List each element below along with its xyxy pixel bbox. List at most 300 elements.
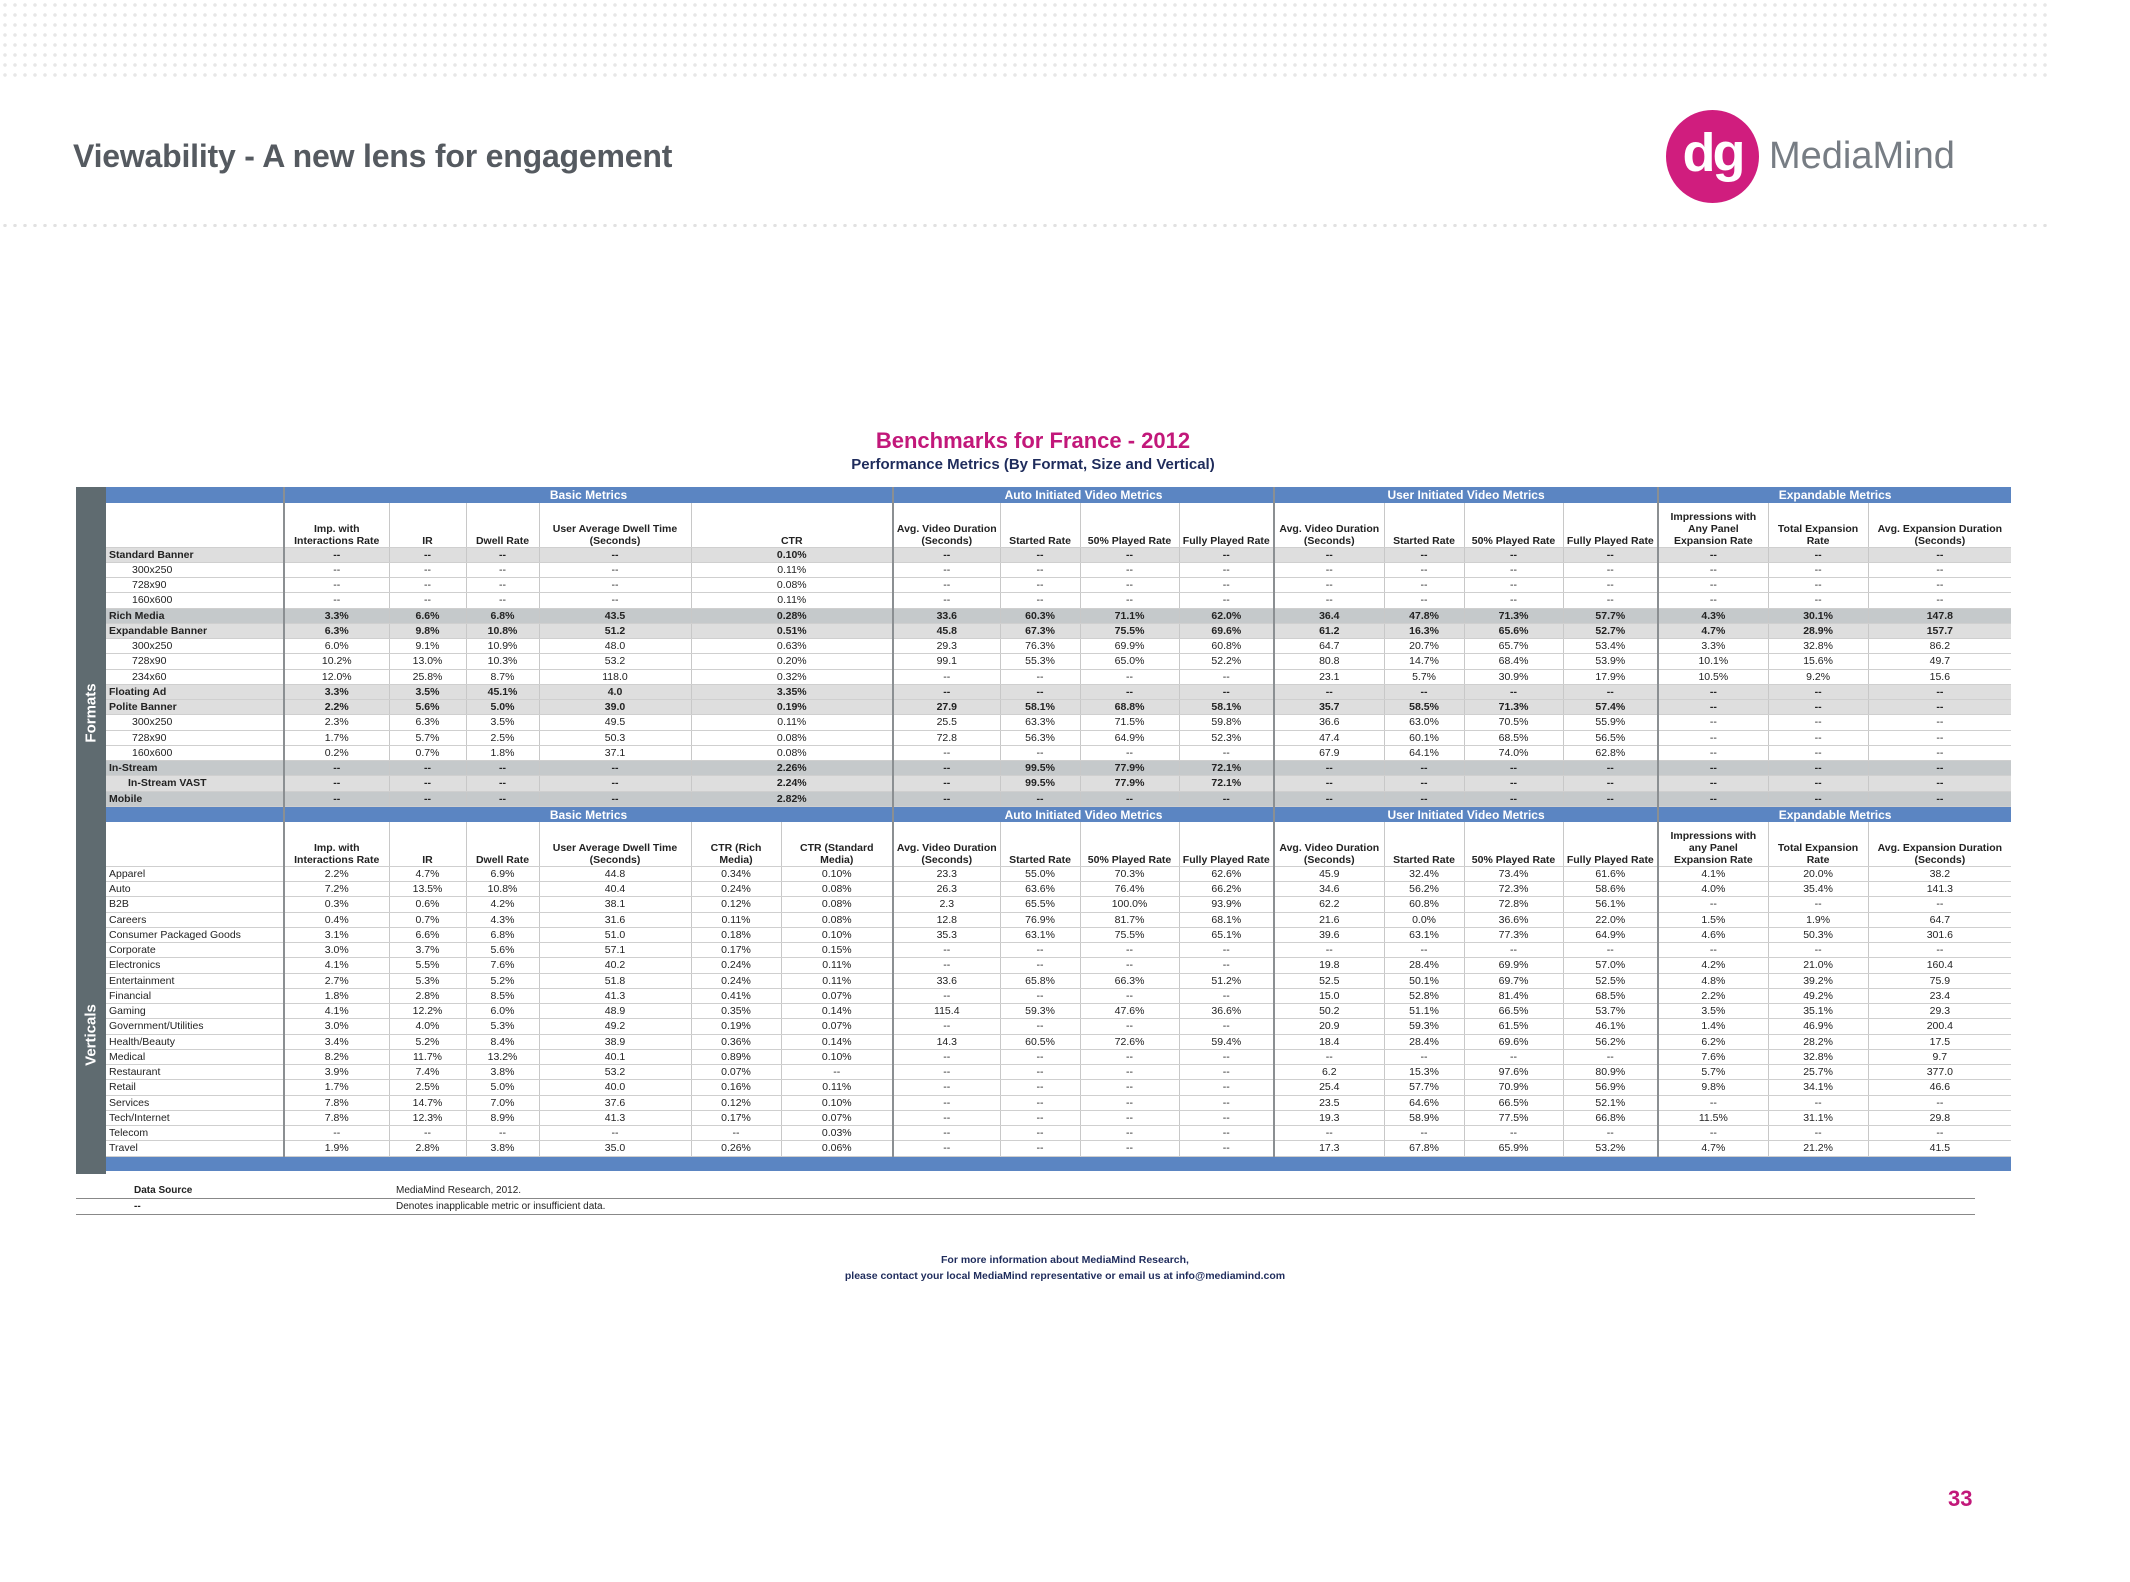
row-label: B2B xyxy=(106,897,284,912)
row-label: Services xyxy=(106,1095,284,1110)
table-cell: 60.5% xyxy=(1000,1034,1080,1049)
data-source-notes xyxy=(76,1183,1975,1215)
table-cell: 6.6% xyxy=(389,927,466,942)
column-header: Impressions with any Panel Expansion Rate xyxy=(1658,822,1768,866)
table-cell: -- xyxy=(1563,761,1658,776)
header-divider xyxy=(0,224,2048,227)
table-cell: 10.8% xyxy=(466,623,539,638)
table-cell: 0.08% xyxy=(781,912,893,927)
table-cell: 66.2% xyxy=(1179,882,1274,897)
table-cell: 35.3 xyxy=(893,927,1000,942)
table-cell: 59.8% xyxy=(1179,715,1274,730)
table-row xyxy=(106,669,2011,684)
table-cell: -- xyxy=(1179,1095,1274,1110)
table-cell: -- xyxy=(1080,1126,1179,1141)
table-cell: -- xyxy=(1274,1049,1384,1064)
table-cell: 0.17% xyxy=(691,1110,781,1125)
table-cell: 0.16% xyxy=(691,1080,781,1095)
table-row xyxy=(106,958,2011,973)
table-cell: 60.8% xyxy=(1384,897,1464,912)
table-cell: 3.0% xyxy=(284,943,389,958)
table-cell: -- xyxy=(1658,562,1768,577)
row-label: 300x250 xyxy=(106,715,284,730)
table-cell: -- xyxy=(1768,562,1868,577)
column-header: 50% Played Rate xyxy=(1464,503,1563,547)
table-cell: 0.17% xyxy=(691,943,781,958)
table-cell: 65.6% xyxy=(1464,623,1563,638)
table-cell: 0.20% xyxy=(691,654,893,669)
table-cell: -- xyxy=(1768,791,1868,806)
table-cell: 29.3 xyxy=(1868,1004,2011,1019)
table-cell: 62.0% xyxy=(1179,608,1274,623)
table-cell: 63.1% xyxy=(1000,927,1080,942)
table-cell: 39.6 xyxy=(1274,927,1384,942)
table-cell: 64.1% xyxy=(1384,745,1464,760)
table-cell: -- xyxy=(893,745,1000,760)
table-cell: -- xyxy=(1179,1126,1274,1141)
table-cell: 30.9% xyxy=(1464,669,1563,684)
data-source-value: MediaMind Research, 2012. xyxy=(396,1185,522,1196)
row-label: 728x90 xyxy=(106,654,284,669)
table-cell: -- xyxy=(1080,1095,1179,1110)
table-cell: 65.9% xyxy=(1464,1141,1563,1156)
table-cell: -- xyxy=(893,593,1000,608)
table-cell: 28.4% xyxy=(1384,958,1464,973)
table-cell: 53.2% xyxy=(1563,1141,1658,1156)
table-cell: 377.0 xyxy=(1868,1065,2011,1080)
table-cell: 0.10% xyxy=(781,1049,893,1064)
table-cell: 28.9% xyxy=(1768,623,1868,638)
column-header: Imp. with Interactions Rate xyxy=(284,503,389,547)
table-cell: -- xyxy=(1563,943,1658,958)
table-cell: 77.9% xyxy=(1080,761,1179,776)
table-row xyxy=(106,745,2011,760)
table-cell: 36.4 xyxy=(1274,608,1384,623)
table-row xyxy=(106,882,2011,897)
table-cell: 69.6% xyxy=(1179,623,1274,638)
table-cell: 26.3 xyxy=(893,882,1000,897)
column-header: Started Rate xyxy=(1000,503,1080,547)
table-cell: -- xyxy=(1868,684,2011,699)
table-cell: -- xyxy=(1464,562,1563,577)
page-number: 33 xyxy=(1948,1486,1973,1511)
table-cell: 0.06% xyxy=(781,1141,893,1156)
table-cell: 20.0% xyxy=(1768,866,1868,881)
table-cell: 53.7% xyxy=(1563,1004,1658,1019)
group-user-video: User Initiated Video Metrics xyxy=(1274,806,1658,822)
table-cell: 40.2 xyxy=(539,958,691,973)
side-label-verticals: Verticals xyxy=(82,1004,100,1066)
row-label: Polite Banner xyxy=(106,700,284,715)
table-cell: -- xyxy=(1464,791,1563,806)
table-cell: 3.3% xyxy=(284,684,389,699)
table-cell: 13.2% xyxy=(466,1049,539,1064)
table-cell: 63.3% xyxy=(1000,715,1080,730)
table-cell: -- xyxy=(893,578,1000,593)
table-cell: 0.11% xyxy=(691,912,781,927)
table-cell: 0.07% xyxy=(691,1065,781,1080)
table-cell: 63.1% xyxy=(1384,927,1464,942)
metrics-table xyxy=(106,487,2011,1171)
table-cell: 5.7% xyxy=(1658,1065,1768,1080)
table-cell: 0.2% xyxy=(284,745,389,760)
table-cell: 32.8% xyxy=(1768,1049,1868,1064)
table-cell: 53.2 xyxy=(539,654,691,669)
benchmark-table xyxy=(76,487,2003,1174)
table-cell: -- xyxy=(893,1110,1000,1125)
table-cell: -- xyxy=(1868,1126,2011,1141)
table-cell: -- xyxy=(1080,791,1179,806)
table-cell: 0.12% xyxy=(691,1095,781,1110)
group-header-blank xyxy=(106,487,284,503)
column-header: CTR xyxy=(691,503,893,547)
table-cell: -- xyxy=(1179,943,1274,958)
column-header: Fully Played Rate xyxy=(1179,503,1274,547)
table-cell: 10.9% xyxy=(466,639,539,654)
data-source-key: Data Source xyxy=(134,1185,193,1196)
table-cell: -- xyxy=(1080,745,1179,760)
table-cell: -- xyxy=(1768,1126,1868,1141)
table-cell: -- xyxy=(893,1019,1000,1034)
table-cell: 4.7% xyxy=(389,866,466,881)
contact-line-2: please contact your local MediaMind representative or email us at info@mediamind.com xyxy=(844,1270,1286,1282)
table-cell: -- xyxy=(1464,547,1563,562)
table-cell: 0.12% xyxy=(691,897,781,912)
table-cell: 50.1% xyxy=(1384,973,1464,988)
table-cell: 70.3% xyxy=(1080,866,1179,881)
table-cell: 57.4% xyxy=(1563,700,1658,715)
table-cell: -- xyxy=(1179,988,1274,1003)
table-cell: 2.8% xyxy=(389,1141,466,1156)
row-label: Corporate xyxy=(106,943,284,958)
table-cell: -- xyxy=(1080,1110,1179,1125)
mediamind-logo xyxy=(1666,110,1955,203)
table-cell: 48.0 xyxy=(539,639,691,654)
table-cell: 23.5 xyxy=(1274,1095,1384,1110)
table-cell: 59.3% xyxy=(1384,1019,1464,1034)
table-cell: 23.1 xyxy=(1274,669,1384,684)
table-cell: -- xyxy=(1080,684,1179,699)
group-auto-video: Auto Initiated Video Metrics xyxy=(893,806,1274,822)
table-cell: 3.5% xyxy=(466,715,539,730)
table-cell: 8.7% xyxy=(466,669,539,684)
data-source-row xyxy=(76,1183,1975,1199)
table-cell: 4.0 xyxy=(539,684,691,699)
table-footer-band xyxy=(106,1156,2011,1171)
table-cell: 9.7 xyxy=(1868,1049,2011,1064)
table-cell: -- xyxy=(893,547,1000,562)
table-cell: 0.3% xyxy=(284,897,389,912)
table-cell: 64.7 xyxy=(1868,912,2011,927)
table-cell: 68.5% xyxy=(1464,730,1563,745)
table-cell: 72.1% xyxy=(1179,761,1274,776)
table-cell: -- xyxy=(893,1080,1000,1095)
table-cell: -- xyxy=(1658,1095,1768,1110)
table-cell: 56.2% xyxy=(1384,882,1464,897)
table-cell: 29.8 xyxy=(1868,1110,2011,1125)
table-cell: 0.24% xyxy=(691,882,781,897)
table-cell: 0.26% xyxy=(691,1141,781,1156)
table-row xyxy=(106,1095,2011,1110)
table-cell: 76.9% xyxy=(1000,912,1080,927)
table-cell: 12.2% xyxy=(389,1004,466,1019)
table-cell: -- xyxy=(284,547,389,562)
table-cell: 55.3% xyxy=(1000,654,1080,669)
table-cell: -- xyxy=(466,578,539,593)
table-cell: 63.0% xyxy=(1384,715,1464,730)
column-header-blank xyxy=(106,503,284,547)
table-cell: 81.4% xyxy=(1464,988,1563,1003)
table-cell: -- xyxy=(1274,578,1384,593)
column-header: Avg. Expansion Duration (Seconds) xyxy=(1868,822,2011,866)
table-cell: -- xyxy=(1274,776,1384,791)
row-label: Health/Beauty xyxy=(106,1034,284,1049)
table-cell: -- xyxy=(1384,562,1464,577)
table-row xyxy=(106,1126,2011,1141)
row-label: Telecom xyxy=(106,1126,284,1141)
table-cell: 80.9% xyxy=(1563,1065,1658,1080)
table-cell: 0.11% xyxy=(781,1080,893,1095)
table-cell: 99.1 xyxy=(893,654,1000,669)
table-cell: 301.6 xyxy=(1868,927,2011,942)
row-label: Mobile xyxy=(106,791,284,806)
table-cell: 57.0% xyxy=(1563,958,1658,973)
table-cell: 7.4% xyxy=(389,1065,466,1080)
table-row xyxy=(106,730,2011,745)
table-cell: -- xyxy=(389,578,466,593)
table-cell: -- xyxy=(1080,1080,1179,1095)
table-cell: -- xyxy=(1658,943,1768,958)
table-cell: 5.0% xyxy=(466,700,539,715)
table-cell: 52.5% xyxy=(1563,973,1658,988)
table-cell: 4.6% xyxy=(1658,927,1768,942)
table-cell: 65.5% xyxy=(1000,897,1080,912)
table-cell: 100.0% xyxy=(1080,897,1179,912)
table-cell: -- xyxy=(1384,578,1464,593)
table-cell: 9.8% xyxy=(389,623,466,638)
table-cell: 20.7% xyxy=(1384,639,1464,654)
table-cell: 51.8 xyxy=(539,973,691,988)
verticals-column-header-row xyxy=(106,822,2011,866)
table-cell: -- xyxy=(1868,791,2011,806)
table-cell: 33.6 xyxy=(893,973,1000,988)
table-cell: -- xyxy=(539,578,691,593)
table-cell: 46.6 xyxy=(1868,1080,2011,1095)
table-cell: 17.9% xyxy=(1563,669,1658,684)
table-cell: -- xyxy=(1080,988,1179,1003)
table-cell: 3.5% xyxy=(1658,1004,1768,1019)
table-cell: -- xyxy=(1563,791,1658,806)
table-row xyxy=(106,1141,2011,1156)
table-cell: 68.1% xyxy=(1179,912,1274,927)
column-header: User Average Dwell Time (Seconds) xyxy=(539,822,691,866)
row-label: Retail xyxy=(106,1080,284,1095)
column-header: Dwell Rate xyxy=(466,822,539,866)
table-cell: 0.11% xyxy=(781,973,893,988)
table-cell: -- xyxy=(1179,958,1274,973)
table-cell: -- xyxy=(1384,943,1464,958)
table-cell: -- xyxy=(1179,684,1274,699)
table-cell: 61.6% xyxy=(1563,866,1658,881)
table-cell: 5.2% xyxy=(466,973,539,988)
table-cell: 56.9% xyxy=(1563,1080,1658,1095)
table-cell: -- xyxy=(893,562,1000,577)
table-cell: -- xyxy=(539,547,691,562)
group-basic-metrics: Basic Metrics xyxy=(284,487,893,503)
table-cell: -- xyxy=(1080,593,1179,608)
row-label: 728x90 xyxy=(106,730,284,745)
table-cell: -- xyxy=(1563,684,1658,699)
table-cell: 10.2% xyxy=(284,654,389,669)
table-cell: 71.3% xyxy=(1464,700,1563,715)
table-cell: 2.5% xyxy=(466,730,539,745)
table-cell: -- xyxy=(1179,593,1274,608)
table-cell: -- xyxy=(466,1126,539,1141)
table-cell: 66.3% xyxy=(1080,973,1179,988)
table-cell: -- xyxy=(1768,776,1868,791)
table-cell: 5.0% xyxy=(466,1080,539,1095)
table-cell: 4.2% xyxy=(466,897,539,912)
table-cell: -- xyxy=(1563,562,1658,577)
table-cell: 80.8 xyxy=(1274,654,1384,669)
table-cell: 62.6% xyxy=(1179,866,1274,881)
table-cell: -- xyxy=(893,1049,1000,1064)
table-cell: 75.5% xyxy=(1080,927,1179,942)
table-cell: 52.8% xyxy=(1384,988,1464,1003)
column-header: Fully Played Rate xyxy=(1563,503,1658,547)
table-cell: 2.5% xyxy=(389,1080,466,1095)
table-cell: 0.32% xyxy=(691,669,893,684)
table-cell: 74.0% xyxy=(1464,745,1563,760)
table-cell: -- xyxy=(1868,700,2011,715)
table-cell: 0.03% xyxy=(781,1126,893,1141)
column-header: Impressions with Any Panel Expansion Rate xyxy=(1658,503,1768,547)
table-cell: 4.2% xyxy=(1658,958,1768,973)
table-cell: -- xyxy=(1768,897,1868,912)
table-cell: 52.7% xyxy=(1563,623,1658,638)
table-cell: 157.7 xyxy=(1868,623,2011,638)
table-cell: 41.3 xyxy=(539,1110,691,1125)
table-cell: 52.5 xyxy=(1274,973,1384,988)
table-row xyxy=(106,608,2011,623)
table-cell: -- xyxy=(1274,791,1384,806)
table-row xyxy=(106,623,2011,638)
table-cell: 40.1 xyxy=(539,1049,691,1064)
table-cell: 64.9% xyxy=(1080,730,1179,745)
table-cell: 0.11% xyxy=(781,958,893,973)
table-cell: -- xyxy=(1179,1019,1274,1034)
table-cell: -- xyxy=(1080,1049,1179,1064)
table-cell: 62.8% xyxy=(1563,745,1658,760)
group-auto-video: Auto Initiated Video Metrics xyxy=(893,487,1274,503)
table-cell: -- xyxy=(1768,745,1868,760)
table-cell: -- xyxy=(1080,1065,1179,1080)
table-cell: -- xyxy=(1080,547,1179,562)
table-cell: -- xyxy=(893,761,1000,776)
table-row xyxy=(106,684,2011,699)
page-title: Viewability - A new lens for engagement xyxy=(73,138,673,174)
table-cell: 71.3% xyxy=(1464,608,1563,623)
table-cell: 118.0 xyxy=(539,669,691,684)
table-cell: -- xyxy=(1464,761,1563,776)
table-cell: 51.2 xyxy=(539,623,691,638)
table-cell: -- xyxy=(1563,1126,1658,1141)
table-cell: 1.7% xyxy=(284,730,389,745)
row-label: Gaming xyxy=(106,1004,284,1019)
column-header: IR xyxy=(389,822,466,866)
table-cell: 64.9% xyxy=(1563,927,1658,942)
table-cell: 3.5% xyxy=(389,684,466,699)
table-cell: 56.2% xyxy=(1563,1034,1658,1049)
table-cell: -- xyxy=(1179,547,1274,562)
column-header: Avg. Video Duration (Seconds) xyxy=(893,822,1000,866)
table-row xyxy=(106,927,2011,942)
table-row xyxy=(106,547,2011,562)
table-cell: 58.6% xyxy=(1563,882,1658,897)
table-cell: -- xyxy=(1000,547,1080,562)
table-row xyxy=(106,866,2011,881)
table-cell: -- xyxy=(1080,943,1179,958)
table-cell: 6.0% xyxy=(466,1004,539,1019)
table-cell: -- xyxy=(1000,1080,1080,1095)
table-cell: 7.6% xyxy=(466,958,539,973)
table-cell: 14.7% xyxy=(389,1095,466,1110)
table-cell: 10.8% xyxy=(466,882,539,897)
table-cell: 147.8 xyxy=(1868,608,2011,623)
table-cell: -- xyxy=(893,988,1000,1003)
table-cell: 2.82% xyxy=(691,791,893,806)
table-cell: -- xyxy=(284,593,389,608)
table-cell: 2.8% xyxy=(389,988,466,1003)
table-cell: -- xyxy=(1000,745,1080,760)
table-cell: -- xyxy=(1768,730,1868,745)
table-cell: 5.7% xyxy=(1384,669,1464,684)
table-cell: -- xyxy=(466,593,539,608)
table-cell: -- xyxy=(389,761,466,776)
table-cell: -- xyxy=(1563,578,1658,593)
table-cell: 5.3% xyxy=(389,973,466,988)
table-cell: -- xyxy=(1274,562,1384,577)
table-cell: -- xyxy=(1868,1095,2011,1110)
table-cell: -- xyxy=(893,669,1000,684)
table-cell: 77.5% xyxy=(1464,1110,1563,1125)
table-cell: 9.2% xyxy=(1768,669,1868,684)
table-cell: 10.3% xyxy=(466,654,539,669)
table-cell: 4.7% xyxy=(1658,623,1768,638)
table-cell: 19.3 xyxy=(1274,1110,1384,1125)
table-cell: -- xyxy=(389,547,466,562)
table-cell: 77.9% xyxy=(1080,776,1179,791)
table-cell: 0.18% xyxy=(691,927,781,942)
table-cell: -- xyxy=(1000,1126,1080,1141)
group-header-row xyxy=(106,487,2011,503)
table-cell: 73.4% xyxy=(1464,866,1563,881)
table-cell: 20.9 xyxy=(1274,1019,1384,1034)
table-cell: 28.4% xyxy=(1384,1034,1464,1049)
table-cell: 56.1% xyxy=(1563,897,1658,912)
table-cell: 14.3 xyxy=(893,1034,1000,1049)
table-cell: -- xyxy=(1563,593,1658,608)
table-cell: 39.2% xyxy=(1768,973,1868,988)
table-cell: -- xyxy=(1768,715,1868,730)
table-cell: -- xyxy=(1274,761,1384,776)
table-cell: -- xyxy=(1384,547,1464,562)
table-cell: -- xyxy=(1000,988,1080,1003)
column-header: Started Rate xyxy=(1000,822,1080,866)
table-cell: -- xyxy=(1080,562,1179,577)
column-header: Avg. Video Duration (Seconds) xyxy=(893,503,1000,547)
table-cell: 38.9 xyxy=(539,1034,691,1049)
